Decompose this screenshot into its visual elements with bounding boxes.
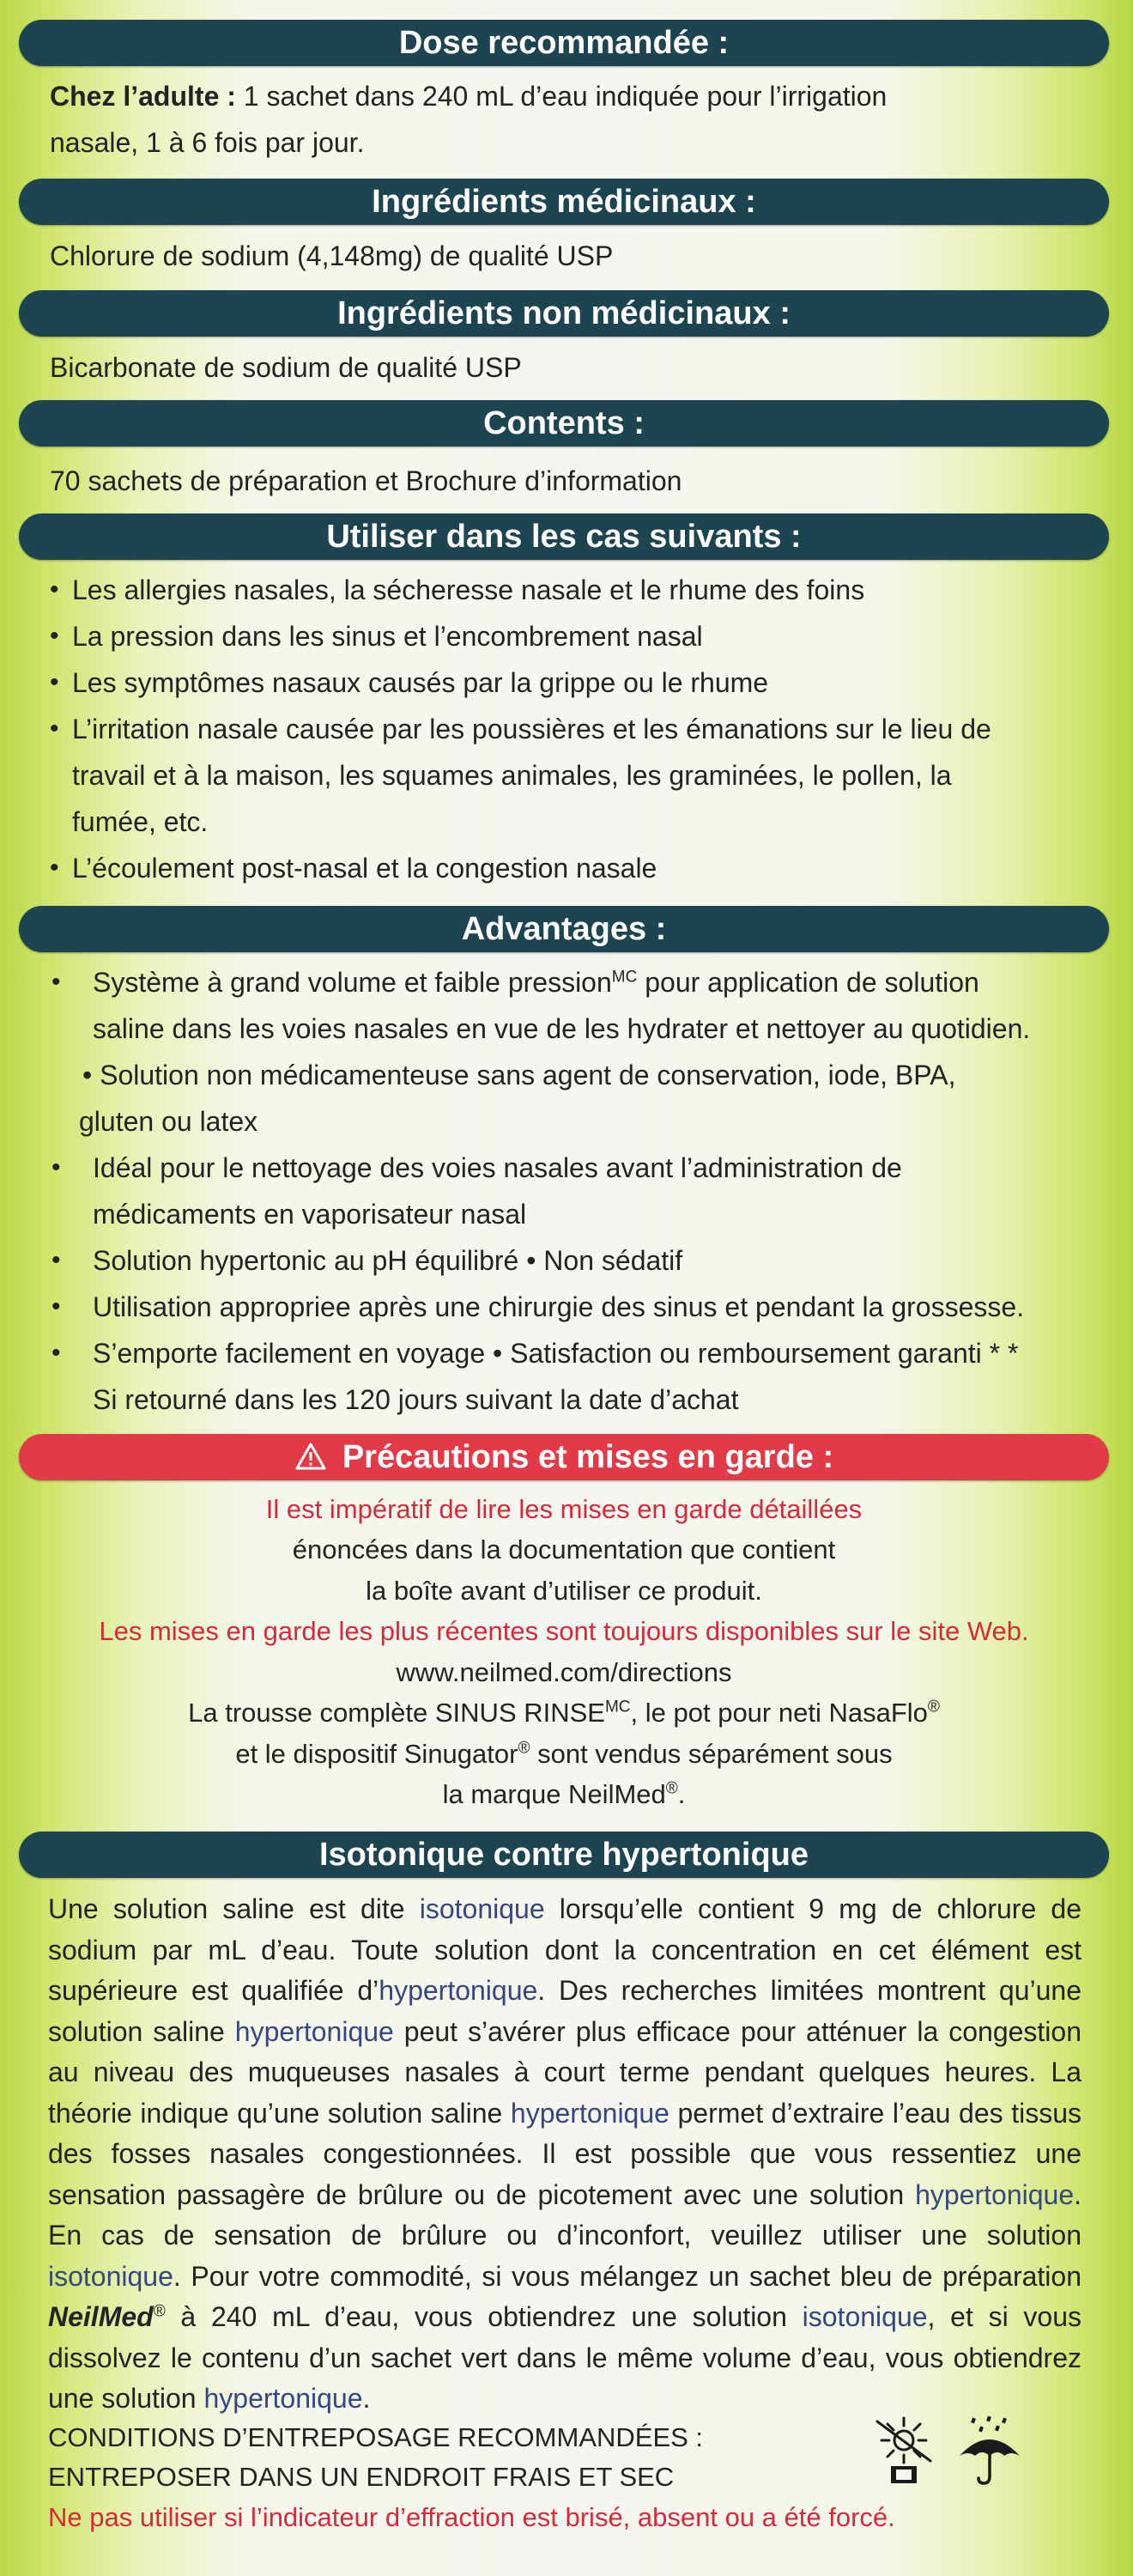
- registered-mark: ®: [927, 1698, 940, 1716]
- list-item: [50, 845, 1114, 891]
- list-item: [50, 1330, 1114, 1423]
- kit-text: et le dispositif Sinugator: [235, 1739, 518, 1769]
- paragraph-text: .: [362, 2383, 371, 2414]
- list-item: [50, 959, 1114, 1145]
- list-item-text: gluten ou latex: [79, 1106, 258, 1137]
- keep-away-from-sunlight-icon: [867, 2415, 941, 2487]
- registered-mark: ®: [153, 2302, 166, 2321]
- precautions-kit-line-3: [19, 1774, 1109, 1815]
- paragraph-text: permet d’extraire l’eau des tissus des fosses nasales congestionnées. Il est possible que vous ressentiez une sensation passagère de brûlure ou de picotement avec une solution: [48, 2097, 1082, 2210]
- kit-text: la marque NeilMed: [442, 1779, 666, 1809]
- paragraph-text: , et si vous dissolvez le contenu d’un sachet vert dans le même volume d’eau, vous obtiendrez une solution: [48, 2301, 1082, 2414]
- list-item: [50, 659, 1114, 706]
- highlight-isotonique: isotonique: [48, 2260, 173, 2292]
- paragraph-text: lorsqu’elle contient 9 mg de chlorure de sodium par mL d’eau. Toute solution dont la concentration en cet élément est supérieure est qualifiée d’: [48, 1893, 1082, 2006]
- bullet-icon: •: [50, 668, 59, 696]
- precautions-title: Précautions et mises en garde :: [342, 1439, 834, 1475]
- trademark-mark: MC: [604, 1698, 631, 1716]
- kit-text: .: [677, 1779, 686, 1809]
- precautions-red-line-2: Les mises en garde les plus récentes sont toujours disponibles sur le site Web.: [99, 1616, 1029, 1646]
- paragraph-text: . Des recherches limitées montrent qu’une solution saline: [48, 1975, 1082, 2047]
- highlight-hypertonique: hypertonique: [203, 2383, 363, 2414]
- list-item-text: Les allergies nasales, la sécheresse nasale et le rhume des foins: [72, 574, 865, 605]
- list-item-text: Les symptômes nasaux causés par la grippe ou le rhume: [72, 667, 769, 698]
- warning-triangle-icon: [294, 1442, 327, 1471]
- bullet-icon: •: [52, 1246, 61, 1274]
- list-item-text: Solution hypertonic au pH équilibré • Non sédatif: [93, 1245, 683, 1276]
- bullet-icon: •: [50, 854, 59, 882]
- list-item: [50, 613, 1114, 659]
- bullet-icon: •: [50, 714, 59, 743]
- uses-list: [50, 567, 1114, 891]
- brand-name: NeilMed: [48, 2301, 154, 2332]
- list-item-text: [50, 959, 1114, 1005]
- highlight-hypertonique: hypertonique: [379, 1975, 538, 2006]
- list-item: [50, 706, 1114, 845]
- nonmedicinal-header: Ingrédients non médicinaux :: [19, 290, 1109, 337]
- precautions-kit-line-1: [19, 1692, 1109, 1734]
- dose-line-2: nasale, 1 à 6 fois par jour.: [50, 127, 365, 158]
- kit-text: La trousse complète SINUS RINSE: [188, 1698, 605, 1728]
- list-item: [50, 567, 1114, 613]
- keep-dry-umbrella-icon: [954, 2415, 1025, 2487]
- kit-text: sont vendus séparément sous: [530, 1739, 893, 1769]
- list-item: [50, 1145, 1114, 1237]
- bullet-icon: •: [52, 1339, 61, 1367]
- precautions-line-3: la boîte avant d’utiliser ce produit.: [366, 1576, 762, 1606]
- list-item-text: L’écoulement post-nasal et la congestion nasale: [72, 853, 657, 884]
- precautions-red-line-1: Il est impératif de lire les mises en garde détaillées: [265, 1494, 863, 1524]
- highlight-isotonique: isotonique: [419, 1893, 545, 1924]
- list-item-text: • Solution non médicamenteuse sans agent de conservation, iode, BPA,: [82, 1060, 956, 1091]
- paragraph-text: . En cas de sensation de brûlure ou d’inconfort, veuillez utiliser une solution: [48, 2178, 1082, 2251]
- precautions-header: [19, 1434, 1109, 1480]
- uses-header: Utiliser dans les cas suivants :: [19, 513, 1109, 560]
- dose-line-1: [50, 73, 1106, 119]
- nonmedicinal-text: Bicarbonate de sodium de qualité USP: [50, 352, 522, 383]
- paragraph-text: peut s’avérer plus efficace pour atténuer la congestion au niveau des muqueuses nasales à court terme pendant quelques heures. La théorie indique qu’une solution saline: [48, 2015, 1082, 2129]
- list-item-text: Idéal pour le nettoyage des voies nasales avant l’administration de: [93, 1152, 902, 1183]
- trademark-mark: MC: [611, 968, 638, 987]
- precautions-line-2: énoncées dans la documentation que contient: [292, 1534, 836, 1564]
- registered-mark: ®: [665, 1779, 678, 1798]
- list-item-text: S’emporte facilement en voyage • Satisfaction ou remboursement garanti * *: [93, 1338, 1019, 1369]
- medicinal-header: Ingrédients médicinaux :: [19, 179, 1109, 225]
- dose-text: 1 sachet dans 240 mL d’eau indiquée pour l’irrigation: [235, 81, 888, 112]
- bullet-icon: •: [52, 1292, 61, 1321]
- advantage-text: Système à grand volume et faible pression: [93, 967, 612, 998]
- list-item-text: Si retourné dans les 120 jours suivant la date d’achat: [93, 1384, 739, 1415]
- precautions-kit-line-2: [19, 1734, 1109, 1775]
- highlight-isotonique: isotonique: [802, 2301, 928, 2332]
- kit-text: , le pot pour neti NasaFlo: [630, 1698, 928, 1728]
- bullet-icon: •: [52, 968, 61, 996]
- list-item: [50, 1284, 1114, 1330]
- precautions-url: www.neilmed.com/directions: [396, 1657, 732, 1687]
- storage-line-2: ENTREPOSER DANS UN ENDROIT FRAIS ET SEC: [48, 2462, 675, 2492]
- bullet-icon: •: [50, 575, 59, 604]
- paragraph-text: Une solution saline est dite: [48, 1893, 420, 1924]
- advantages-list: [50, 959, 1114, 1423]
- paragraph-text: . Pour votre commodité, si vous mélangez un sachet bleu de préparation: [173, 2260, 1082, 2292]
- list-item-text: Utilisation appropriee après une chirurgie des sinus et pendant la grossesse.: [93, 1291, 1025, 1322]
- isotonic-header: Isotonique contre hypertonique: [19, 1832, 1109, 1878]
- dose-label: Chez l’adulte :: [50, 81, 236, 112]
- isotonic-paragraph: [48, 1889, 1082, 2420]
- dose-header: Dose recommandée :: [19, 20, 1109, 66]
- list-item-text: saline dans les voies nasales en vue de les hydrater et nettoyer au quotidien.: [93, 1013, 1031, 1044]
- list-item-text: travail et à la maison, les squames animales, les graminées, le pollen, la: [72, 760, 952, 791]
- advantage-text: pour application de solution: [637, 967, 979, 998]
- highlight-hypertonique: hypertonique: [915, 2178, 1075, 2210]
- list-item: [50, 1237, 1114, 1284]
- registered-mark: ®: [518, 1739, 530, 1758]
- list-item-text: médicaments en vaporisateur nasal: [93, 1199, 527, 1230]
- bullet-icon: •: [52, 1153, 61, 1182]
- tamper-warning: Ne pas utiliser si l’indicateur d’effraction est brisé, absent ou a été forcé.: [48, 2502, 895, 2532]
- medicinal-text: Chlorure de sodium (4,148mg) de qualité USP: [50, 240, 614, 271]
- contents-header: Contents :: [19, 400, 1109, 447]
- highlight-hypertonique: hypertonique: [234, 2015, 394, 2047]
- list-item-text: fumée, etc.: [72, 806, 209, 837]
- contents-text: 70 sachets de préparation et Brochure d’information: [50, 465, 682, 496]
- list-item-text: La pression dans les sinus et l’encombrement nasal: [72, 621, 703, 652]
- storage-line-1: CONDITIONS D’ENTREPOSAGE RECOMMANDÉES :: [48, 2422, 704, 2452]
- bullet-icon: •: [50, 622, 59, 650]
- highlight-hypertonique: hypertonique: [510, 2097, 670, 2129]
- advantages-header: Advantages :: [19, 906, 1109, 952]
- paragraph-text: à 240 mL d’eau, vous obtiendrez une solution: [165, 2301, 803, 2332]
- list-item-text: L’irritation nasale causée par les poussières et les émanations sur le lieu de: [72, 714, 991, 744]
